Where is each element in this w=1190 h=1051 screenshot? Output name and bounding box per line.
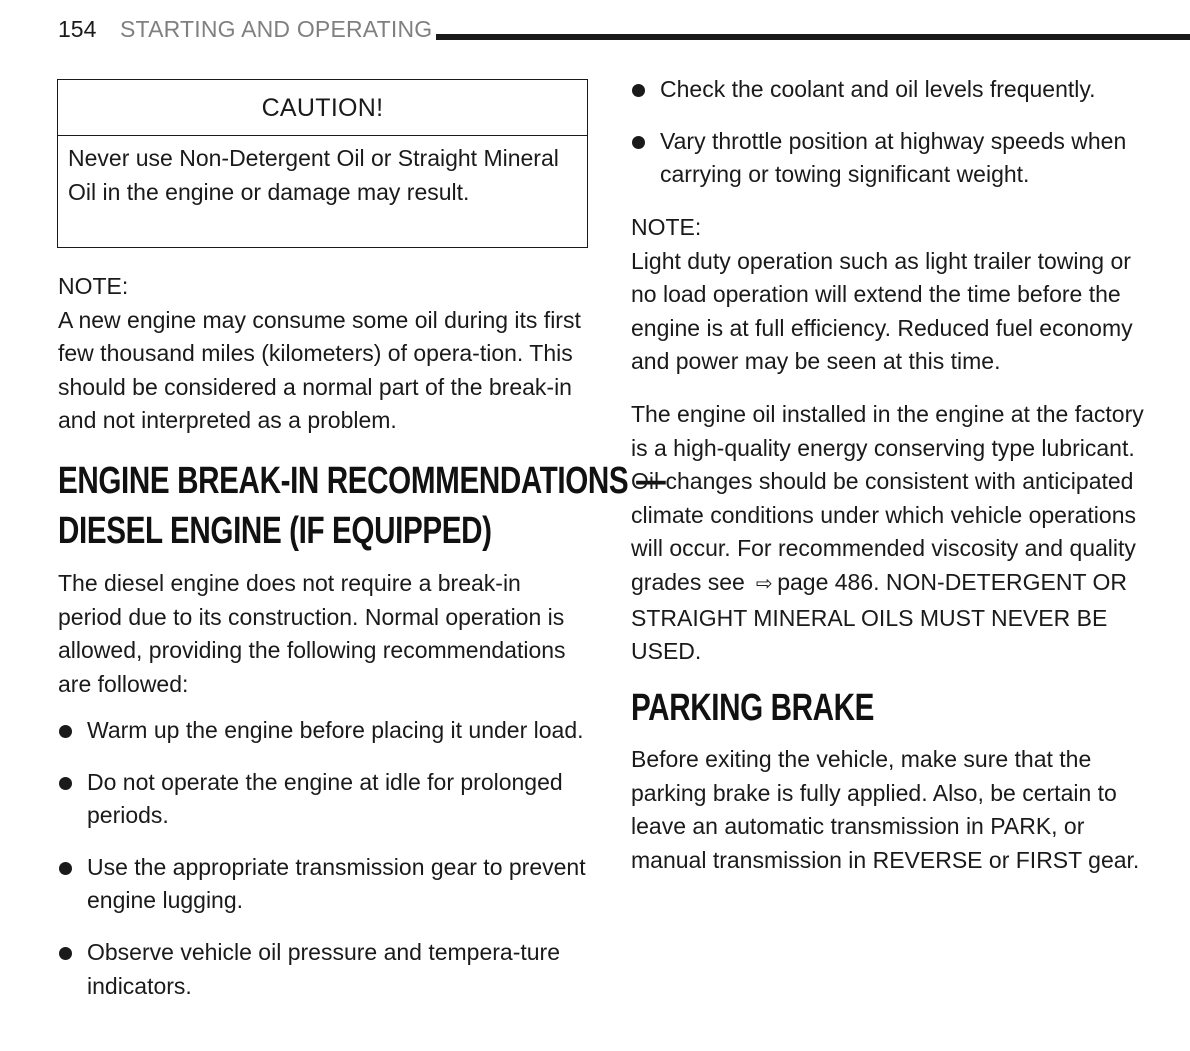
page-header xyxy=(0,0,1190,60)
list-item: Check the coolant and oil levels frequently. xyxy=(631,73,1161,107)
bullet-icon xyxy=(59,947,72,960)
parking-brake-body xyxy=(631,743,1161,877)
diesel-bullet-list xyxy=(58,714,590,1003)
bullet-icon xyxy=(632,136,645,149)
right-note xyxy=(631,211,1161,379)
list-item: Warm up the engine before placing it under load. xyxy=(58,714,590,748)
caution-box xyxy=(57,79,588,248)
arrow-right-icon[interactable]: ⇨ xyxy=(755,572,773,595)
note-label: NOTE: xyxy=(58,273,129,299)
page-number: 154 xyxy=(58,16,97,42)
list-item: Use the appropriate transmission gear to prevent engine lugging. xyxy=(58,851,590,918)
list-item: Do not operate the engine at idle for prolonged periods. xyxy=(58,766,590,833)
list-item: Observe vehicle oil pressure and tempera-ture indicators. xyxy=(58,936,590,1003)
bullet-icon xyxy=(59,777,72,790)
bullet-icon xyxy=(59,725,72,738)
caution-title: CAUTION! xyxy=(58,80,587,136)
right-bullet-list xyxy=(631,73,1161,192)
bullet-icon xyxy=(59,862,72,875)
diesel-heading-line-1: ENGINE BREAK-IN RECOMMENDATIONS — xyxy=(58,460,666,502)
list-item: Vary throttle position at highway speeds when carrying or towing significant weight. xyxy=(631,125,1161,192)
diesel-heading xyxy=(58,456,666,556)
bullet-icon xyxy=(632,84,645,97)
note-text: A new engine may consume some oil during its first few thousand miles (kilometers) of opera-tion. This should be considered a normal part of the break-in and not interpreted as a problem. xyxy=(58,306,581,434)
parking-brake-title: PARKING BRAKE xyxy=(631,687,875,729)
running-section-title: STARTING AND OPERATING xyxy=(120,16,433,42)
left-note xyxy=(58,270,590,438)
diesel-intro xyxy=(58,567,590,701)
oil-text: The engine oil installed in the engine at the factory is a high-quality energy conserving type lubricant. Oil changes should be consistent with anticipated climate conditions under which vehicle operations will occur. For recommended viscosity and quality grades see xyxy=(631,401,1144,595)
page-reference-link[interactable]: page 486. xyxy=(777,568,880,595)
oil-paragraph xyxy=(631,398,1161,669)
diesel-intro-text: The diesel engine does not require a break-in period due to its construction. Normal operation is allowed, providing the following recommendations are followed: xyxy=(58,570,566,697)
diesel-heading-line-2: DIESEL ENGINE (IF EQUIPPED) xyxy=(58,510,492,552)
caution-text: Never use Non-Detergent Oil or Straight Mineral Oil in the engine or damage may result. xyxy=(68,145,559,205)
parking-brake-heading xyxy=(631,683,1161,733)
note-label: NOTE: xyxy=(631,214,702,240)
note-text: Light duty operation such as light trailer towing or no load operation will extend the time before the engine is at full efficiency. Reduced fuel economy and power may be seen at this time. xyxy=(631,247,1133,375)
header-rule xyxy=(436,34,1190,40)
oil-warning-text: NON-DETERGENT OR STRAIGHT MINERAL OILS MUST NEVER BE USED. xyxy=(631,568,1128,665)
parking-brake-text: Before exiting the vehicle, make sure that the parking brake is fully applied. Also, be certain to leave an automatic transmission in PARK, or manual transmission in REVERSE or FIRST gear. xyxy=(631,746,1140,873)
